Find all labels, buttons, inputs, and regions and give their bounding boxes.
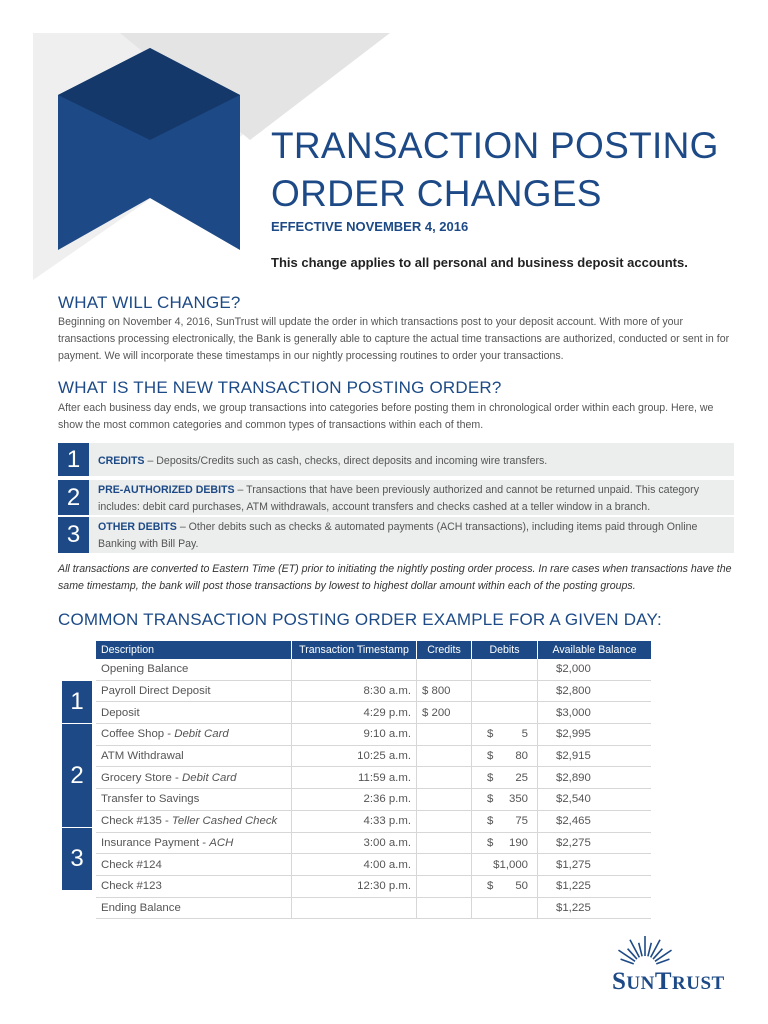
- category-row-credits: [58, 443, 734, 476]
- column-header: Description: [96, 641, 292, 659]
- column-header: Credits: [417, 641, 472, 659]
- category-text: CREDITS – Deposits/Credits such as cash, checks, direct deposits and incoming wire transfers.: [98, 455, 548, 467]
- table-row: [96, 724, 651, 746]
- cell-debit: $ 25: [472, 767, 538, 789]
- cell-credit: $ 800: [417, 680, 472, 702]
- table-row: [96, 702, 651, 724]
- cell-balance: $2,540: [538, 789, 652, 811]
- cell-timestamp: 2:36 p.m.: [292, 789, 417, 811]
- cell-debit: $ 50: [472, 875, 538, 897]
- cell-timestamp: 4:33 p.m.: [292, 810, 417, 832]
- cell-balance: $2,275: [538, 832, 652, 854]
- table-row: [96, 659, 651, 680]
- cell-description: Check #135 - Teller Cashed Check: [96, 810, 292, 832]
- category-text: OTHER DEBITS – Other debits such as checks & automated payments (ACH transactions), including items paid through Online Banking with Bill Pay.: [98, 521, 698, 550]
- cell-description: Coffee Shop - Debit Card: [96, 724, 292, 746]
- cell-balance: $2,915: [538, 745, 652, 767]
- transaction-example-table: [96, 641, 651, 919]
- cell-credit: [417, 875, 472, 897]
- cell-timestamp: 3:00 a.m.: [292, 832, 417, 854]
- category-number: 1: [58, 443, 89, 476]
- cell-timestamp: 8:30 a.m.: [292, 680, 417, 702]
- cell-timestamp: 9:10 a.m.: [292, 724, 417, 746]
- applies-statement: This change applies to all personal and business deposit accounts.: [271, 255, 688, 270]
- table-header-row: [96, 641, 651, 659]
- table-row: [96, 832, 651, 854]
- table-row: [96, 810, 651, 832]
- cell-debit: $ 80: [472, 745, 538, 767]
- table-row: [96, 854, 651, 876]
- cell-description: Opening Balance: [96, 659, 292, 680]
- cell-credit: [417, 832, 472, 854]
- cell-debit: [472, 702, 538, 724]
- cell-debit: $ 350: [472, 789, 538, 811]
- column-header: Debits: [472, 641, 538, 659]
- page-title: TRANSACTION POSTING ORDER CHANGES: [271, 125, 719, 214]
- cell-balance: $2,000: [538, 659, 652, 680]
- cell-timestamp: [292, 659, 417, 680]
- cell-debit: $ 5: [472, 724, 538, 746]
- cell-balance: $1,225: [538, 875, 652, 897]
- cell-credit: [417, 810, 472, 832]
- column-header: Available Balance: [538, 641, 652, 659]
- table-row: [96, 767, 651, 789]
- cell-credit: $ 200: [417, 702, 472, 724]
- cell-balance: $2,995: [538, 724, 652, 746]
- cell-balance: $1,225: [538, 897, 652, 919]
- cell-description: Grocery Store - Debit Card: [96, 767, 292, 789]
- cell-timestamp: 4:29 p.m.: [292, 702, 417, 724]
- posting-order-body: After each business day ends, we group transactions into categories before posting them in chronological order within each group. Here, we show the most common categories and common types of transactions within each of them.: [58, 402, 714, 431]
- timezone-note: All transactions are converted to Eastern Time (ET) prior to initiating the nightly posting order process. In rare cases when transactions have the same timestamp, the bank will post those transactions by lowest to highest dollar amount within each of the posting groups.: [58, 563, 732, 592]
- cell-credit: [417, 724, 472, 746]
- table-row: [96, 789, 651, 811]
- posting-order-heading: WHAT IS THE NEW TRANSACTION POSTING ORDER?: [58, 378, 502, 397]
- cell-timestamp: [292, 897, 417, 919]
- cell-balance: $1,275: [538, 854, 652, 876]
- cell-balance: $2,890: [538, 767, 652, 789]
- table-row: [96, 745, 651, 767]
- what-will-change-heading: WHAT WILL CHANGE?: [58, 293, 241, 312]
- cell-balance: $2,465: [538, 810, 652, 832]
- table-row: [96, 875, 651, 897]
- column-header: Transaction Timestamp: [292, 641, 417, 659]
- table-row: [96, 897, 651, 919]
- cell-description: Payroll Direct Deposit: [96, 680, 292, 702]
- group-marker-3: 3: [62, 828, 92, 890]
- cell-description: ATM Withdrawal: [96, 745, 292, 767]
- cell-credit: [417, 767, 472, 789]
- category-row-other-debits: [58, 517, 734, 553]
- group-marker-1: 1: [62, 681, 92, 723]
- cell-timestamp: 10:25 a.m.: [292, 745, 417, 767]
- category-row-preauthorized-debits: [58, 480, 734, 515]
- cell-description: Insurance Payment - ACH: [96, 832, 292, 854]
- category-number: 2: [58, 480, 89, 515]
- cell-credit: [417, 854, 472, 876]
- cell-credit: [417, 897, 472, 919]
- cell-debit: [472, 659, 538, 680]
- example-heading: COMMON TRANSACTION POSTING ORDER EXAMPLE FOR A GIVEN DAY:: [58, 610, 662, 629]
- cell-timestamp: 12:30 p.m.: [292, 875, 417, 897]
- cell-timestamp: 11:59 a.m.: [292, 767, 417, 789]
- cell-debit: [472, 897, 538, 919]
- category-text: PRE-AUTHORIZED DEBITS – Transactions that have been previously authorized and cannot be returned unpaid. This category includes: debit card purchases, ATM withdrawals, account transfers and checks cashed at a teller window in a branch.: [98, 484, 700, 513]
- cell-debit: $ 75: [472, 810, 538, 832]
- cell-balance: $3,000: [538, 702, 652, 724]
- suntrust-logo-text: SUNTRUST: [612, 968, 725, 995]
- suntrust-logo-icon: [610, 928, 730, 968]
- group-marker-2: 2: [62, 724, 92, 827]
- cell-description: Ending Balance: [96, 897, 292, 919]
- cell-debit: [472, 680, 538, 702]
- effective-date: EFFECTIVE NOVEMBER 4, 2016: [271, 219, 469, 234]
- cell-description: Transfer to Savings: [96, 789, 292, 811]
- what-will-change-body: Beginning on November 4, 2016, SunTrust will update the order in which transactions post to your deposit account. With more of your transactions processing electronically, the Bank is generally able to capture the actual time transactions are authorized, conducted or sent in for payment. We will incorporate these timestamps in our nightly processing routines to order your transactions.: [58, 316, 730, 362]
- cell-credit: [417, 789, 472, 811]
- cell-timestamp: 4:00 a.m.: [292, 854, 417, 876]
- cell-description: Deposit: [96, 702, 292, 724]
- cell-balance: $2,800: [538, 680, 652, 702]
- cell-debit: $ 190: [472, 832, 538, 854]
- cell-credit: [417, 659, 472, 680]
- table-row: [96, 680, 651, 702]
- category-number: 3: [58, 517, 89, 553]
- cell-description: Check #124: [96, 854, 292, 876]
- cell-description: Check #123: [96, 875, 292, 897]
- cell-credit: [417, 745, 472, 767]
- cell-debit: $1,000: [472, 854, 538, 876]
